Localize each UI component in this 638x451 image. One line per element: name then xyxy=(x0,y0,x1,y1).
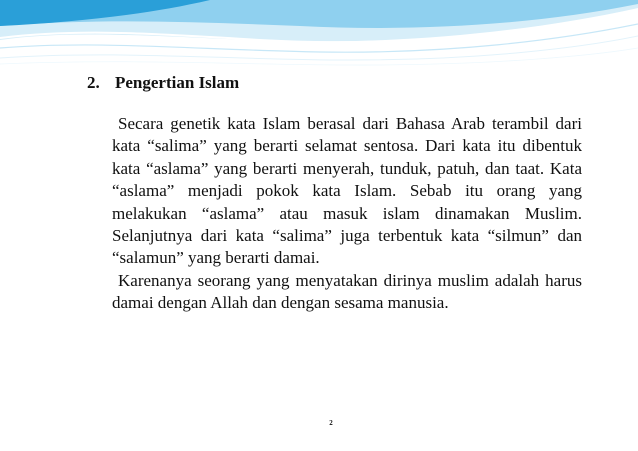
section-number: 2. xyxy=(87,73,100,92)
decorative-wave-header xyxy=(0,0,638,70)
section-heading xyxy=(87,73,239,93)
paragraph-2: Karenanya seorang yang menyatakan dirinya muslim adalah harus damai dengan Allah dan dengan sesama manusia. xyxy=(112,270,582,313)
paragraph-1: Secara genetik kata Islam berasal dari Bahasa Arab terambil dari kata “salima” yang berarti selamat sentosa. Dari kata itu dibentuk kata “aslama” yang berarti menyerah, tunduk, patuh, dan taat. Kata “aslama” menjadi pokok kata Islam. Sebab itu orang yang melakukan “aslama” atau masuk islam dinamakan Muslim. Selanjutnya dari kata “salima” juga terbentuk kata “silmun” dan “salamun” yang berarti damai. xyxy=(112,114,582,268)
section-title: Pengertian Islam xyxy=(115,73,240,92)
body-text xyxy=(112,113,582,315)
page-number: 2 xyxy=(329,419,333,427)
